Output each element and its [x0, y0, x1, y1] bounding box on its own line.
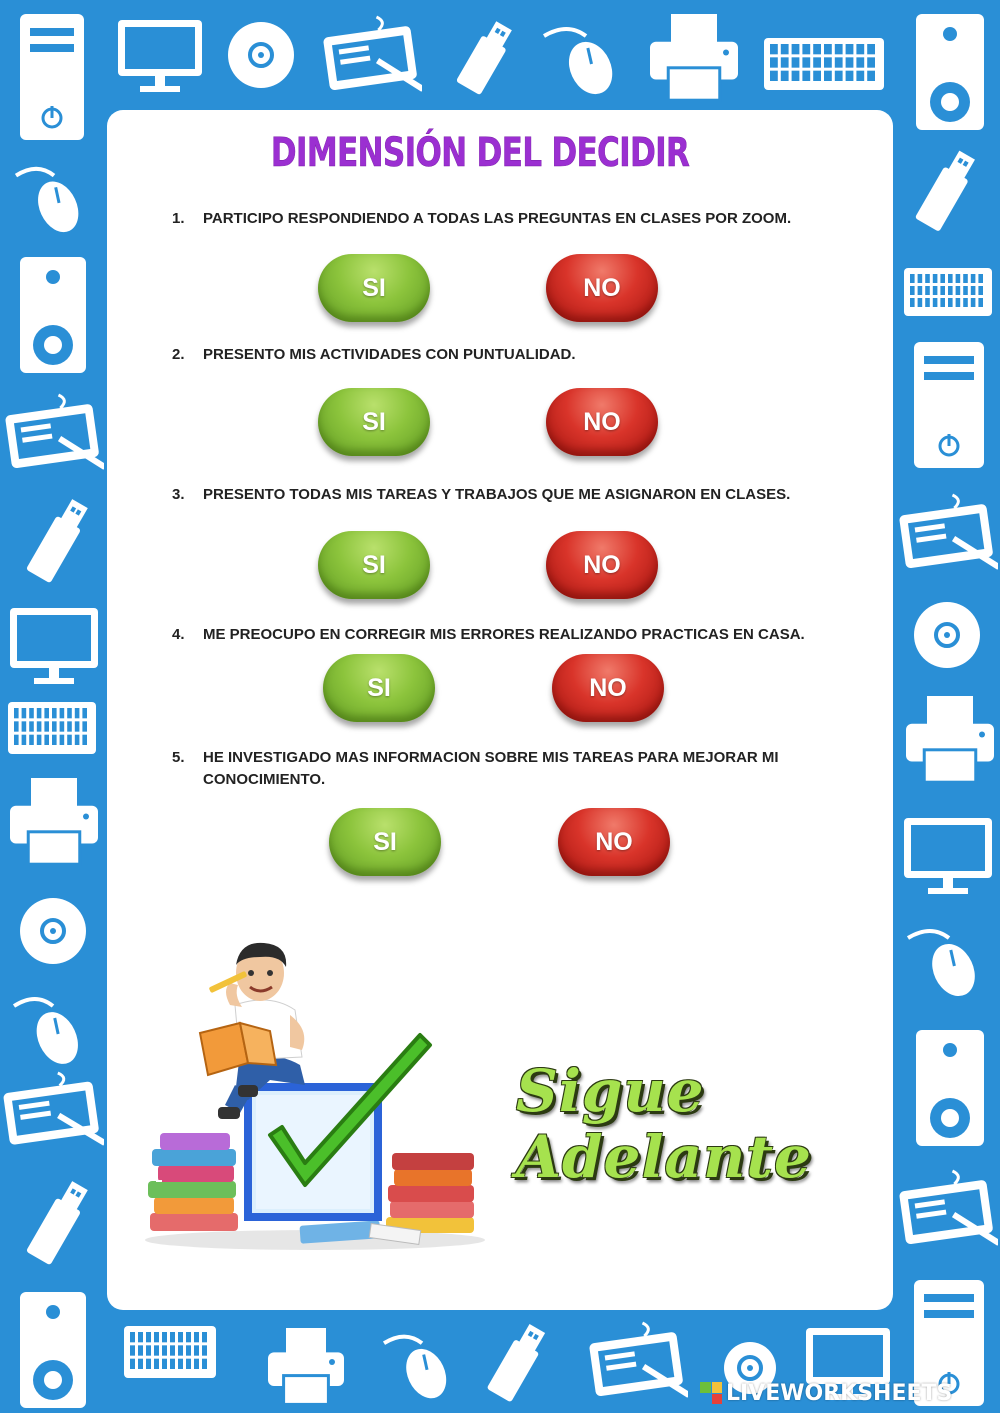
speaker-icon	[914, 12, 986, 132]
teacher-illustration	[130, 935, 490, 1255]
question-text: PRESENTO TODAS MIS TAREAS Y TRABAJOS QUE ME ASIGNARON EN CLASES.	[203, 486, 791, 503]
question-number: 2.	[172, 346, 185, 363]
drawing-tablet-icon	[2, 1070, 104, 1154]
keyboard-icon	[122, 1324, 218, 1380]
usb-drive-icon	[470, 1316, 566, 1408]
q2-si-button[interactable]: SI	[318, 388, 430, 456]
drawing-tablet-icon	[4, 392, 104, 478]
monitor-icon	[116, 18, 204, 96]
keyboard-icon	[762, 36, 886, 92]
question-number: 4.	[172, 626, 185, 643]
speaker-icon	[18, 255, 88, 375]
q5-si-button[interactable]: SI	[329, 808, 441, 876]
question-text: ME PREOCUPO EN CORREGIR MIS ERRORES REALIZANDO PRACTICAS EN CASA.	[203, 626, 805, 643]
printer-icon	[266, 1326, 346, 1406]
usb-drive-icon	[14, 1172, 104, 1272]
liveworksheets-watermark	[700, 1378, 952, 1408]
motto-line-2: Adelante	[516, 1123, 812, 1191]
monitor-icon	[902, 816, 994, 898]
q2-no-button[interactable]: NO	[546, 388, 658, 456]
motto-line-1: Sigue	[516, 1057, 705, 1125]
usb-drive-icon	[14, 490, 104, 590]
printer-icon	[648, 12, 740, 102]
drawing-tablet-icon	[898, 1168, 998, 1254]
mouse-icon	[380, 1328, 464, 1404]
book-stack-icon	[148, 1133, 238, 1231]
mouse-icon	[12, 160, 96, 238]
cd-disc-icon	[226, 20, 296, 90]
q3-no-button[interactable]: NO	[546, 531, 658, 599]
cd-disc-icon	[912, 600, 982, 670]
q5-no-button[interactable]: NO	[558, 808, 670, 876]
question-text: HE INVESTIGADO MAS INFORMACION SOBRE MIS TAREAS PARA MEJORAR MI CONOCIMIENTO.	[203, 749, 779, 788]
q1-si-button[interactable]: SI	[318, 254, 430, 322]
motto-text	[516, 1058, 812, 1190]
q4-no-button[interactable]: NO	[552, 654, 664, 722]
liveworksheets-logo-icon	[700, 1382, 722, 1404]
speaker-icon	[18, 1290, 88, 1410]
question-number: 1.	[172, 210, 185, 227]
speaker-icon	[914, 1028, 986, 1148]
question-text: PARTICIPO RESPONDIENDO A TODAS LAS PREGUNTAS EN CLASES POR ZOOM.	[203, 210, 792, 227]
drawing-tablet-icon	[322, 14, 422, 100]
q1-no-button[interactable]: NO	[546, 254, 658, 322]
keyboard-icon	[902, 266, 994, 318]
computer-tower-icon	[18, 12, 86, 142]
drawing-tablet-icon	[898, 492, 998, 578]
q3-si-button[interactable]: SI	[318, 531, 430, 599]
computer-tower-icon	[912, 340, 986, 470]
printer-icon	[8, 776, 100, 866]
usb-drive-icon	[904, 142, 990, 238]
printer-icon	[904, 694, 996, 784]
question-number: 5.	[172, 749, 185, 766]
mouse-icon	[904, 922, 994, 1002]
watermark-brand: LIVEWORKSHEETS	[726, 1380, 953, 1406]
drawing-tablet-icon	[588, 1320, 688, 1406]
usb-drive-icon	[440, 14, 532, 100]
keyboard-icon	[6, 700, 98, 756]
question-text: PRESENTO MIS ACTIVIDADES CON PUNTUALIDAD.	[203, 346, 576, 363]
question-number: 3.	[172, 486, 185, 503]
q4-si-button[interactable]: SI	[323, 654, 435, 722]
mouse-icon	[10, 990, 96, 1070]
mouse-icon	[540, 20, 632, 100]
monitor-icon	[8, 606, 100, 688]
cd-disc-icon	[18, 896, 88, 966]
book-stack-icon	[386, 1153, 474, 1233]
page-title: DIMENSIÓN DEL DECIDIR	[270, 130, 690, 176]
